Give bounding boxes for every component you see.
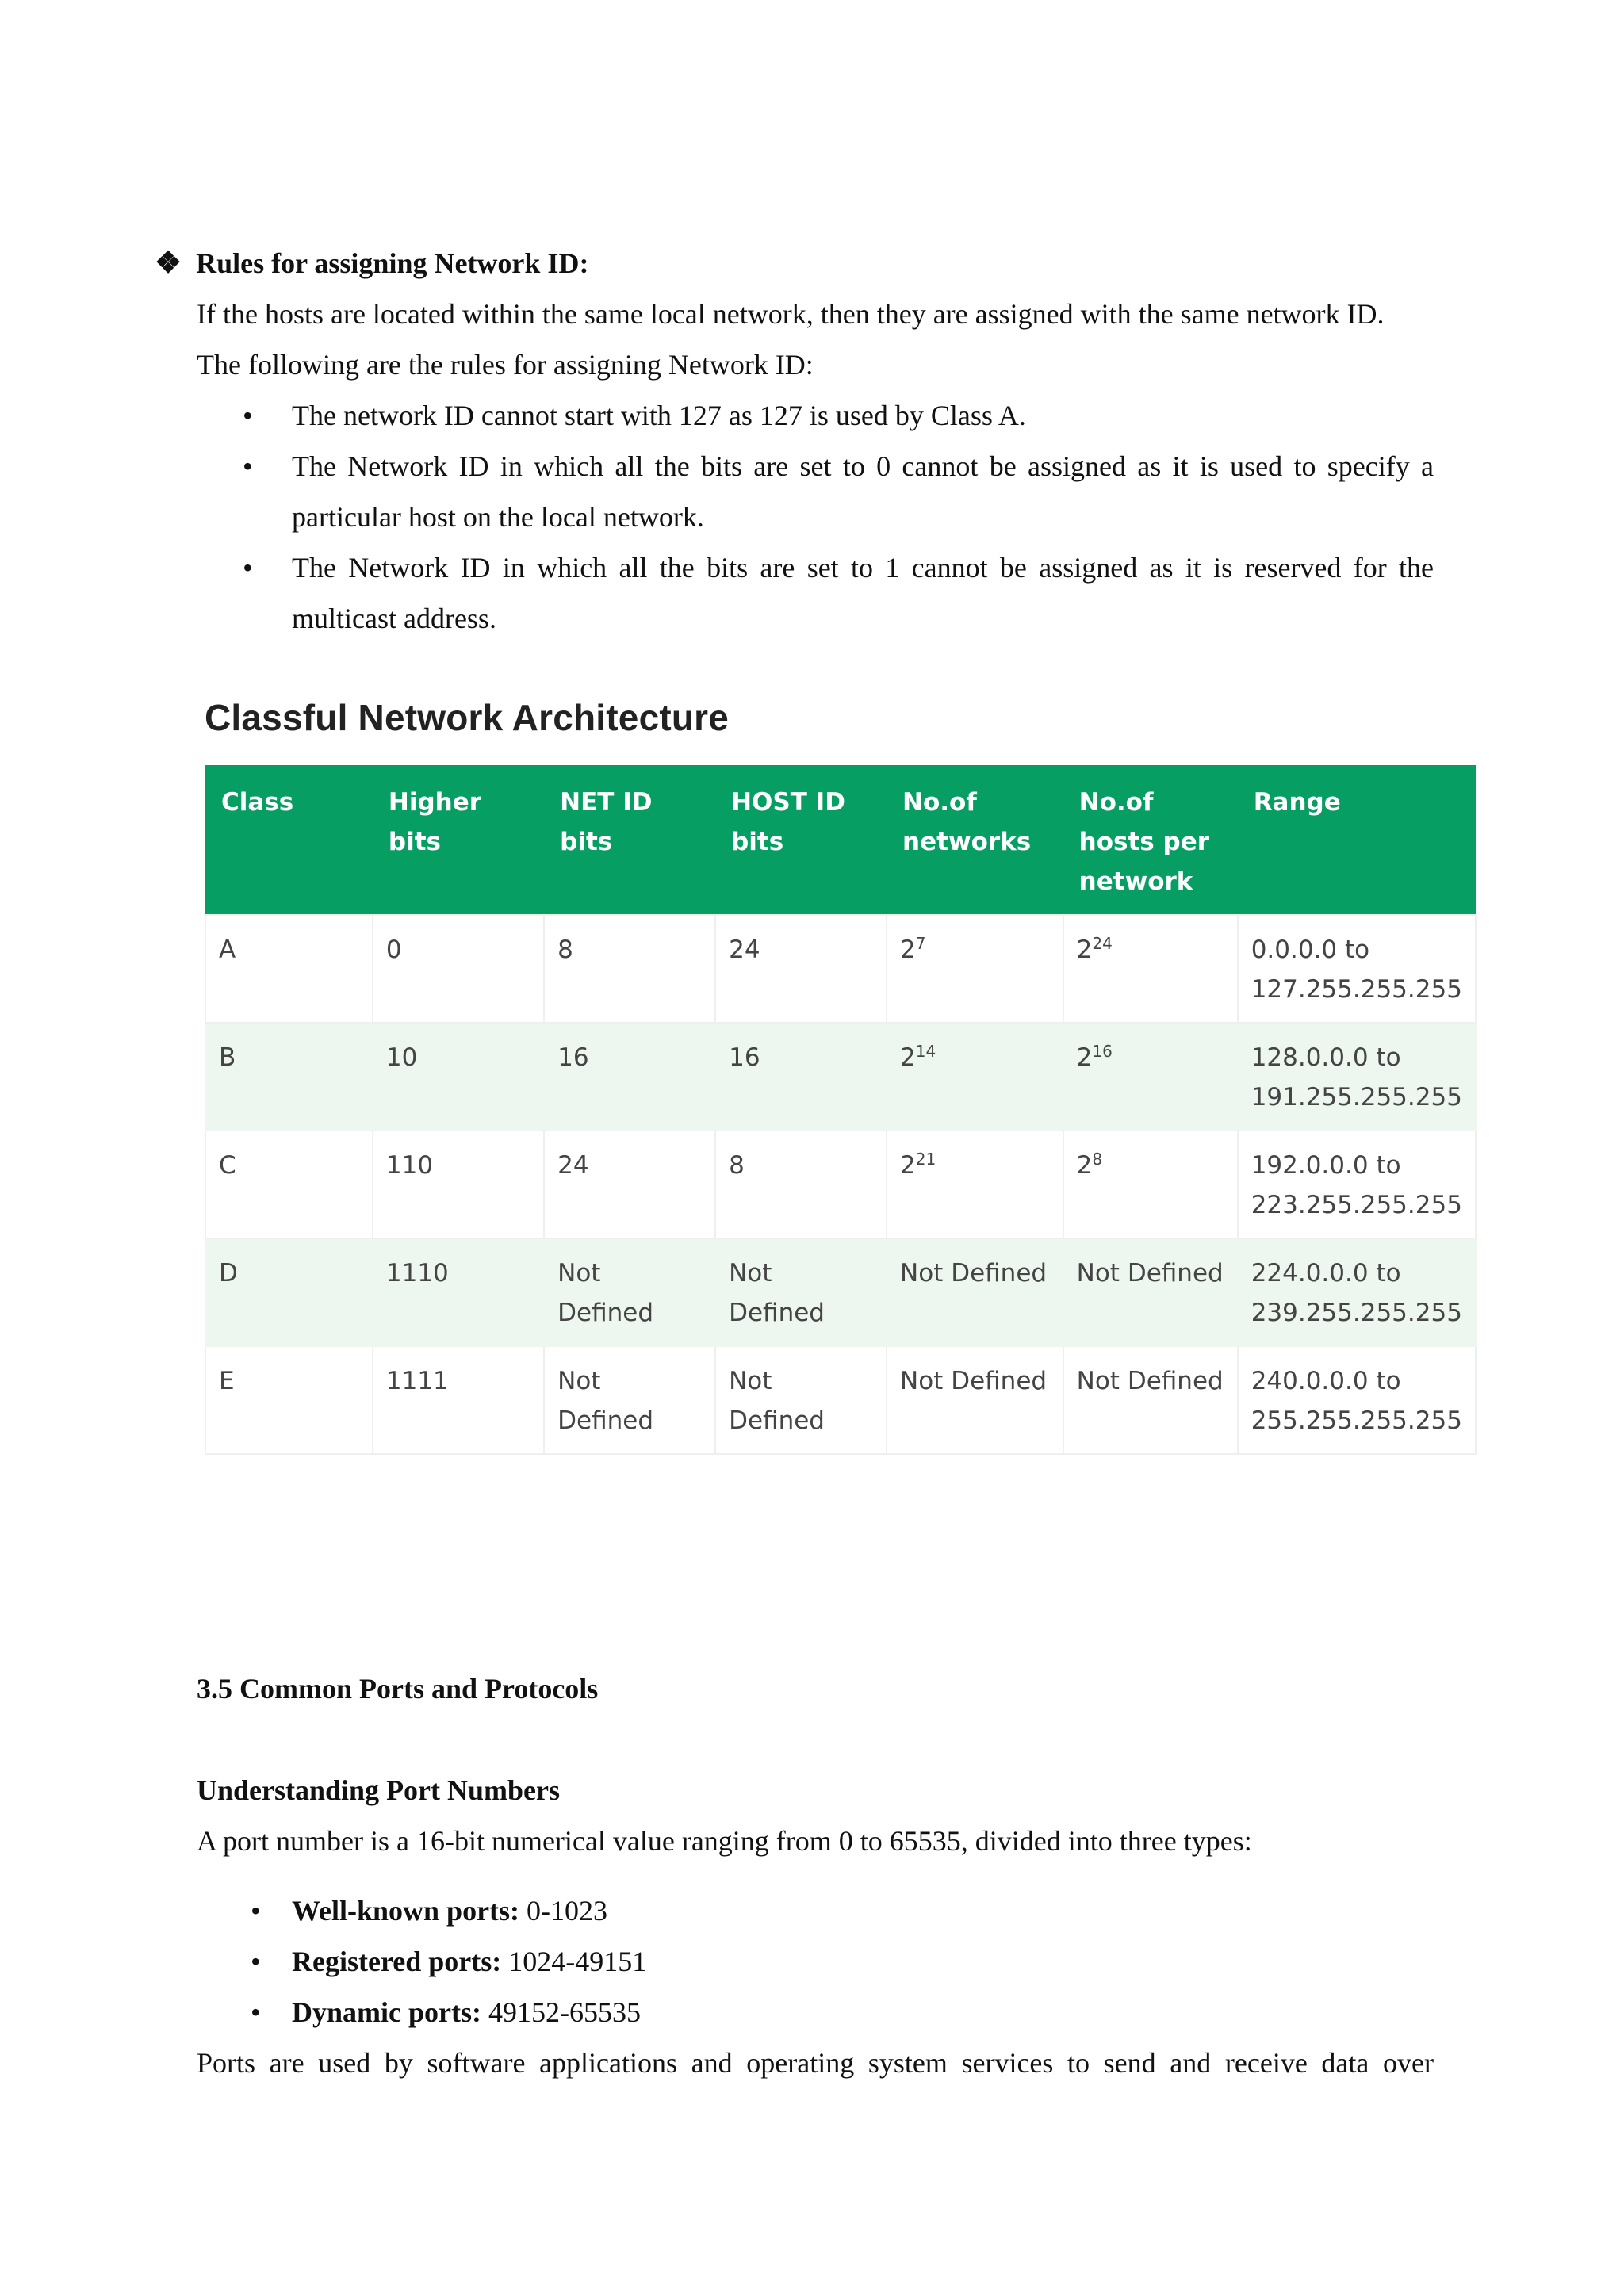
header-range: Range [1238,765,1476,915]
cell-no-of-networks: $2^7$ [887,915,1063,1023]
rules-bullet-list [243,390,1434,644]
header-no-of-networks: No.of networks [887,765,1063,915]
cell-class: C [205,1131,373,1238]
bullet-icon: • [251,1946,261,1977]
cell-higher-bits: 110 [373,1131,544,1238]
cell-net-id-bits: 16 [544,1023,715,1131]
cell-no-of-networks: Not Defined [887,1238,1063,1346]
rules-intro-2: The following are the rules for assigning Network ID: [197,349,814,381]
cell-range: 240.0.0.0 to 255.255.255.255 [1238,1346,1476,1454]
bullet-icon: • [243,450,253,482]
subsection-title: Understanding Port Numbers [197,1774,561,1806]
cell-no-of-hosts: Not Defined [1063,1346,1238,1454]
table-row [205,915,1476,1023]
cell-higher-bits: 1111 [373,1346,544,1454]
list-item: • Registered ports: 1024-49151 [292,1936,1434,1987]
cell-range: 0.0.0.0 to 127.255.255.255 [1238,915,1476,1023]
cell-range: 192.0.0.0 to 223.255.255.255 [1238,1131,1476,1238]
table-row [205,1131,1476,1238]
classful-network-table [205,765,1477,1455]
cell-no-of-hosts: $2^{16}$ [1063,1023,1238,1131]
cell-no-of-networks: Not Defined [887,1346,1063,1454]
cell-net-id-bits: 24 [544,1131,715,1238]
cell-class: D [205,1238,373,1346]
cell-host-id-bits: 16 [715,1023,887,1131]
bullet-icon: • [251,1996,261,2028]
table-header-row [205,765,1476,915]
cell-net-id-bits: 8 [544,915,715,1023]
cell-no-of-hosts: $2^8$ [1063,1131,1238,1238]
list-item: • The Network ID in which all the bits are set to 1 cannot be assigned as it is reserved for the multicast address. [292,542,1434,644]
header-class: Class [205,765,373,915]
port-types-list [251,1885,1434,2038]
cell-class: B [205,1023,373,1131]
diamond-bullet-icon: ❖ [155,247,182,280]
list-item: • The network ID cannot start with 127 as 127 is used by Class A. [292,390,1434,441]
figure-title: Classful Network Architecture [205,697,730,738]
cell-higher-bits: 0 [373,915,544,1023]
list-item: • Dynamic ports: 49152-65535 [292,1987,1434,2038]
header-no-of-hosts: No.of hosts per network [1063,765,1238,915]
cell-range: 224.0.0.0 to 239.255.255.255 [1238,1238,1476,1346]
cell-host-id-bits: 8 [715,1131,887,1238]
cell-no-of-hosts: $2^{24}$ [1063,915,1238,1023]
header-host-id-bits: HOST ID bits [715,765,887,915]
cell-class: E [205,1346,373,1454]
list-item: • Well-known ports: 0-1023 [292,1885,1434,1936]
bullet-icon: • [243,552,253,584]
list-item: • The Network ID in which all the bits are set to 0 cannot be assigned as it is used to specify a particular host on the local network. [292,441,1434,542]
header-higher-bits: Higher bits [373,765,544,915]
table-row [205,1023,1476,1131]
cell-host-id-bits: 24 [715,915,887,1023]
bullet-icon: • [251,1895,261,1927]
cell-net-id-bits: Not Defined [544,1238,715,1346]
rules-intro-1: If the hosts are located within the same local network, then they are assigned with the same network ID. [197,298,1385,330]
cell-no-of-hosts: Not Defined [1063,1238,1238,1346]
table-row [205,1238,1476,1346]
cell-no-of-networks: $2^{21}$ [887,1131,1063,1238]
cell-host-id-bits: Not Defined [715,1238,887,1346]
ports-intro: A port number is a 16-bit numerical value ranging from 0 to 65535, divided into three types: [197,1825,1252,1857]
cell-class: A [205,915,373,1023]
cell-net-id-bits: Not Defined [544,1346,715,1454]
cell-range: 128.0.0.0 to 191.255.255.255 [1238,1023,1476,1131]
cell-host-id-bits: Not Defined [715,1346,887,1454]
cell-higher-bits: 10 [373,1023,544,1131]
header-net-id-bits: NET ID bits [544,765,715,915]
cell-no-of-networks: $2^{14}$ [887,1023,1063,1131]
bullet-icon: • [243,400,253,431]
cell-higher-bits: 1110 [373,1238,544,1346]
rules-heading: ❖ Rules for assigning Network ID: [155,247,589,280]
ports-closing-text: Ports are used by software applications and operating system services to send and receive data over [197,2047,1434,2079]
table-row [205,1346,1476,1454]
section-title: 3.5 Common Ports and Protocols [197,1673,599,1705]
